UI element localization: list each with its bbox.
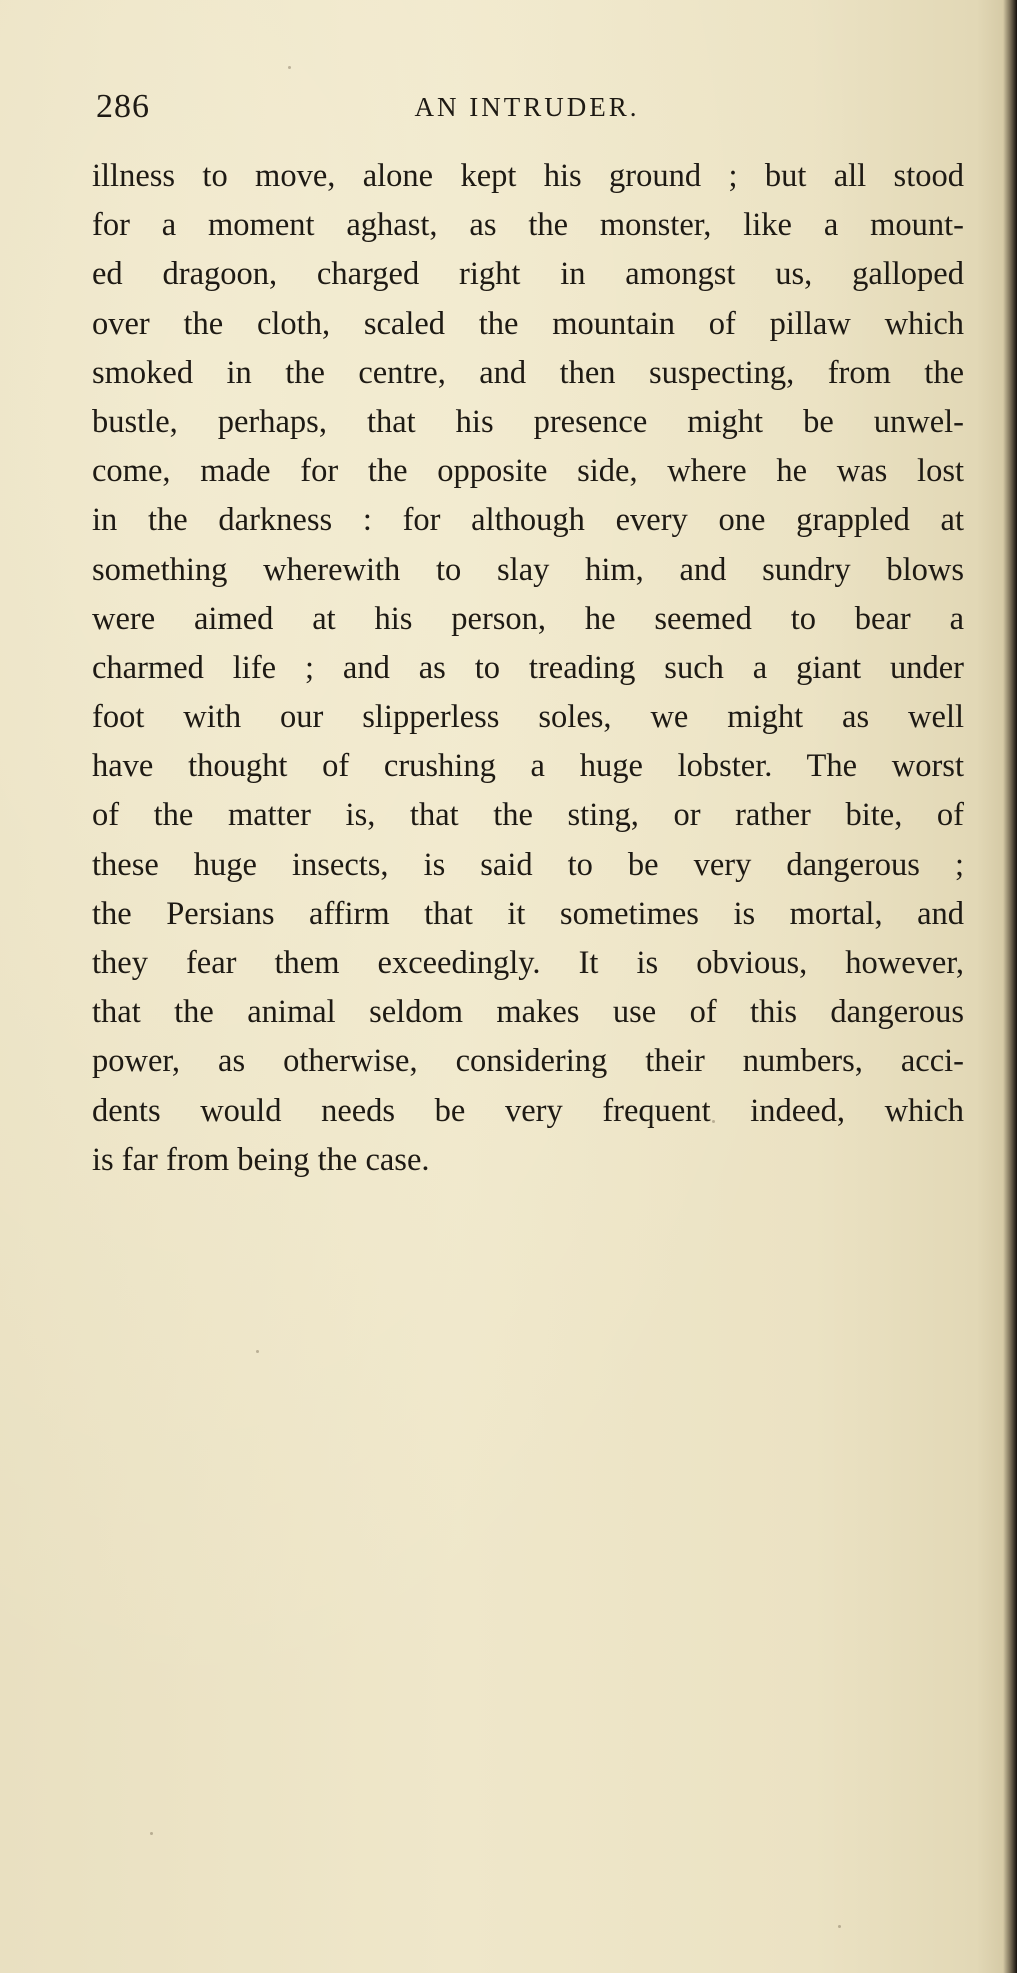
text-line: smoked in the centre, and then suspecting, from the (92, 354, 964, 391)
text-line: dents would needs be very frequent indeed, which (92, 1092, 964, 1129)
paper-speck (838, 1925, 841, 1928)
running-head: AN INTRUDER. (414, 92, 640, 122)
paper-speck (256, 1350, 259, 1353)
text-line: in the darkness : for although every one grappled at (92, 502, 964, 539)
text-line: these huge insects, is said to be very dangerous ; (92, 846, 964, 883)
text-line: illness to move, alone kept his ground ; but all stood (92, 158, 964, 194)
text-line: they fear them exceedingly. It is obvious, however, (92, 945, 964, 981)
body-text (92, 152, 964, 1185)
text-line: come, made for the opposite side, where he was lost (92, 453, 964, 490)
text-line: is far from being the case. (92, 1141, 430, 1178)
page-edge-shadow (1003, 0, 1017, 1973)
text-line: ed dragoon, charged right in amongst us, galloped (92, 256, 964, 293)
text-line: something wherewith to slay him, and sundry blows (92, 551, 964, 588)
page-header (96, 82, 958, 132)
text-line: have thought of crushing a huge lobster. The worst (92, 748, 964, 785)
text-line: of the matter is, that the sting, or rather bite, of (92, 797, 964, 834)
text-line: power, as otherwise, considering their numbers, acci- (92, 1043, 964, 1080)
text-line: over the cloth, scaled the mountain of pillaw which (92, 305, 964, 342)
text-line: bustle, perhaps, that his presence might be unwel- (92, 403, 964, 440)
page-number: 286 (96, 88, 150, 125)
text-line: that the animal seldom makes use of this dangerous (92, 994, 964, 1031)
paper-speck (712, 1120, 715, 1123)
text-line: charmed life ; and as to treading such a giant under (92, 649, 964, 686)
text-line: foot with our slipperless soles, we might as well (92, 699, 964, 736)
text-line: for a moment aghast, as the monster, like a mount- (92, 207, 964, 244)
paper-speck (288, 66, 291, 69)
text-line: the Persians affirm that it sometimes is mortal, and (92, 895, 964, 932)
paper-speck (150, 1832, 153, 1835)
text-line: were aimed at his person, he seemed to bear a (92, 600, 964, 637)
